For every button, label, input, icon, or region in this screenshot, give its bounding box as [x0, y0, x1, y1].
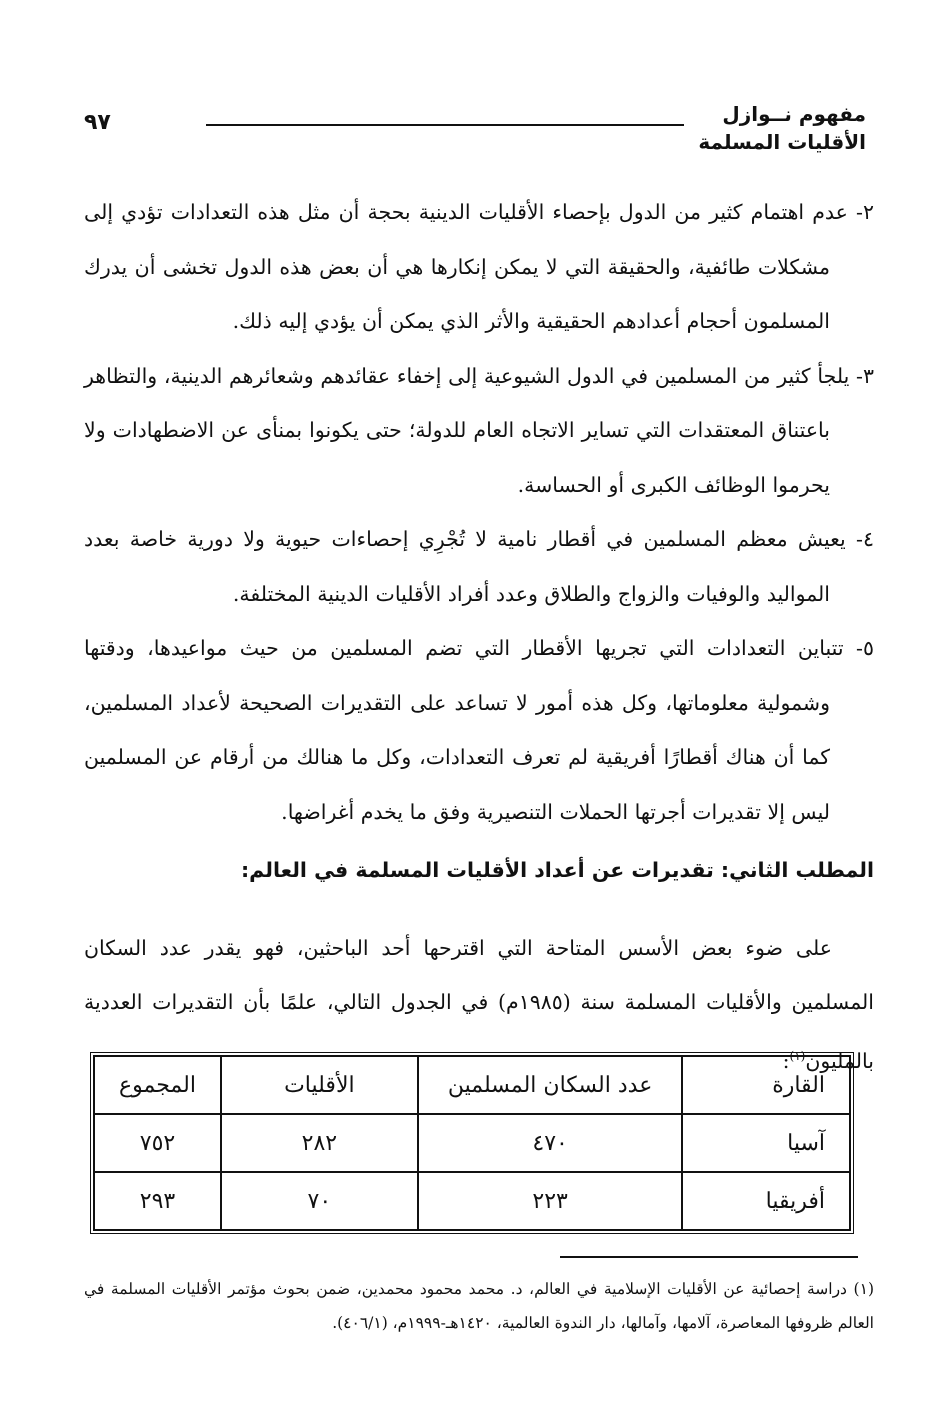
section-heading: المطلب الثاني: تقديرات عن أعداد الأقليات المسلمة في العالم:: [240, 858, 874, 882]
table-row: [94, 1114, 850, 1172]
list-item: [84, 185, 874, 349]
running-title: [698, 100, 866, 156]
cell-minorities: ٢٨٢: [221, 1114, 418, 1172]
header-total: المجموع: [94, 1056, 221, 1114]
footnote-reference: (١): [789, 1049, 806, 1063]
intro-end: :: [782, 1048, 790, 1073]
page-header: [84, 98, 874, 160]
page-number: ٩٧: [84, 110, 111, 135]
footnote-separator: [560, 1256, 858, 1258]
table-row: [94, 1172, 850, 1230]
cell-continent: آسيا: [682, 1114, 850, 1172]
estimates-table: [90, 1052, 854, 1234]
list-item: [84, 512, 874, 621]
item-number: ٥-: [856, 636, 874, 660]
header-continent: القارة: [682, 1056, 850, 1114]
running-title-line1: مفهوم نــوازل: [722, 102, 866, 126]
item-text: تتباين التعدادات التي تجريها الأقطار التي تضم المسلمين من حيث مواعيدها، ودقتها وشمولية معلوماتها، وكل هذه أمور لا تساعد على التقديرات الصحيحة لأعداد المسلمين، كما أن هناك أقطارًا أفريقية لم تعرف التعدادات، وكل ما هنالك من أرقام عن المسلمين ليس إلا تقديرات أجرتها الحملات التنصيرية وفق ما يخدم أغراضها.: [84, 636, 844, 824]
cell-total: ٢٩٣: [94, 1172, 221, 1230]
cell-continent: أفريقيا: [682, 1172, 850, 1230]
header-minorities: الأقليات: [221, 1056, 418, 1114]
list-item: [84, 621, 874, 839]
item-number: ٤-: [856, 527, 874, 551]
intro-text: على ضوء بعض الأسس المتاحة التي اقترحها أحد الباحثين، فهو يقدر عدد السكان المسلمين والأقليات المسلمة سنة (١٩٨٥م) في الجدول التالي، علمًا بأن التقديرات العددية بالمليون: [84, 936, 874, 1073]
header-rule: [206, 124, 684, 126]
cell-total: ٧٥٢: [94, 1114, 221, 1172]
item-number: ٢-: [856, 200, 874, 224]
cell-minorities: ٧٠: [221, 1172, 418, 1230]
item-number: ٣-: [856, 363, 874, 388]
footnote: (١) دراسة إحصائية عن الأقليات الإسلامية في العالم، د. محمد محمود محمدين، ضمن بحوث مؤتمر الأقليات المسلمة في العالم ظروفها المعاصرة، آلامها، وآمالها، دار الندوة العالمية، ١٤٢٠هـ-١٩٩٩م، (٤٠٦/١).: [84, 1280, 874, 1332]
table-header-row: [94, 1056, 850, 1114]
item-text: يعيش معظم المسلمين في أقطار نامية لا تُجْرِي إحصاءات حيوية ولا دورية خاصة بعدد المواليد والوفيات والزواج والطلاق وعدد أفراد الأقليات الدينية المختلفة.: [84, 527, 846, 606]
item-text: يلجأ كثير من المسلمين في الدول الشيوعية إلى إخفاء عقائدهم وشعائرهم الدينية، والتظاهر باعتناق المعتقدات التي تساير الاتجاه العام للدولة؛ حتى يكونوا بمنأى عن الاضطهادات ولا يحرموا الوظائف الكبرى أو الحساسة.: [84, 363, 850, 497]
list-item: [84, 349, 874, 513]
cell-muslim-population: ٢٢٣: [418, 1172, 683, 1230]
item-text: عدم اهتمام كثير من الدول بإحصاء الأقليات الدينية بحجة أن مثل هذه التعدادات تؤدي إلى مشكلات طائفية، والحقيقة التي لا يمكن إنكارها هي أن بعض هذه الدول تخشى أن يدرك المسلمون أحجام أعدادهم الحقيقية والأثر الذي يمكن أن يؤدي إليه ذلك.: [84, 200, 848, 333]
header-muslim-population: عدد السكان المسلمين: [418, 1056, 683, 1114]
main-content: [84, 185, 874, 1088]
running-title-line2: الأقليات المسلمة: [698, 130, 866, 154]
cell-muslim-population: ٤٧٠: [418, 1114, 683, 1172]
